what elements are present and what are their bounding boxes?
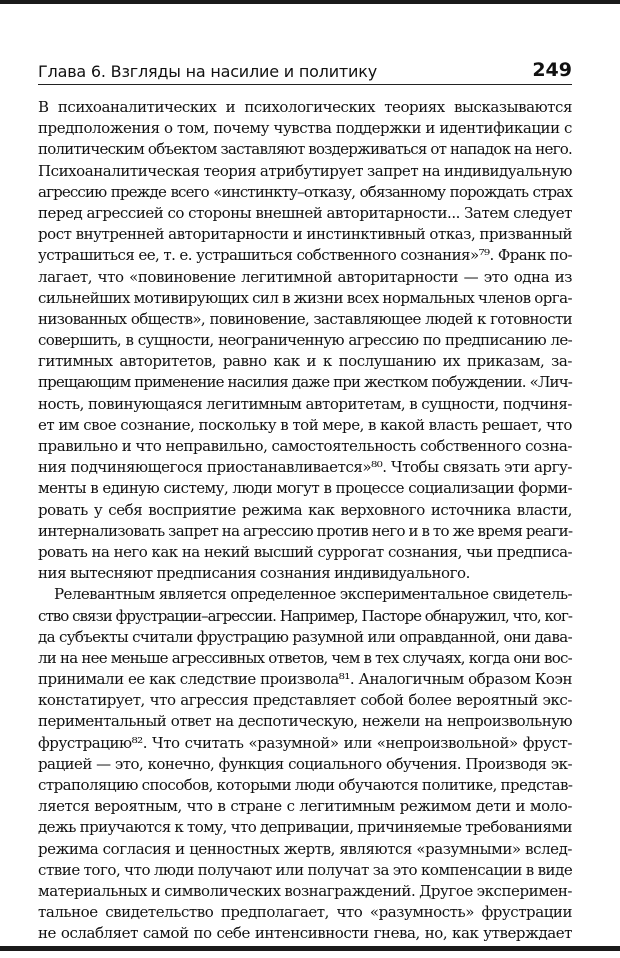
text-line: интернализовать запрет на агрессию против него и в то же время реаги- [38, 521, 573, 540]
text-line: ность, повинующаяся легитимным авторитетам, в сущности, подчиня- [38, 394, 572, 413]
top-rule [0, 0, 620, 4]
chapter-title: Глава 6. Взгляды на насилие и политику [38, 62, 377, 81]
body-text [38, 97, 572, 945]
text-line: рост внутренней авторитарности и инстинктивный отказ, призванный [38, 225, 572, 244]
page-number: 249 [532, 59, 572, 81]
text-line: В психоаналитических и психологических теориях высказываются [38, 98, 572, 116]
text-line: сильнейших мотивирующих сил в жизни всех нормальных членов орга- [38, 288, 572, 307]
text-line: агрессию прежде всего «инстинкту–отказу, обязанному порождать страх [38, 182, 572, 201]
text-line: ли на нее меньше агрессивных ответов, чем в тех случаях, когда они вос- [38, 648, 572, 667]
text-line: прещающим применение насилия даже при жестком побуждении. «Лич- [38, 373, 572, 392]
text-line: Психоаналитическая теория атрибутирует запрет на индивидуальную [38, 161, 572, 180]
text-line: ляется вероятным, что в стране с легитимным режимом дети и моло- [38, 797, 572, 816]
text-line: не ослабляет самой по себе интенсивности гнева, но, как утверждает [38, 924, 572, 943]
text-line: правильно и что неправильно, самостоятельность собственного созна- [38, 437, 572, 455]
text-line: режима согласия и ценностных жертв, являются «разумными» вслед- [38, 839, 572, 858]
text-line: ствие того, что люди получают или получат за это компенсации в виде [38, 860, 573, 879]
text-line: гитимных авторитетов, равно как и к послушанию их приказам, за- [38, 352, 572, 371]
text-line: низованных обществ», повиновение, заставляющее людей к готовности [38, 309, 572, 328]
text-line: совершить, в сущности, неограниченную агрессию по предписанию ле- [38, 331, 572, 350]
text-line: материальных и символических вознаграждений. Другое эксперимен- [38, 881, 572, 900]
text-line: дежь приучаются к тому, что депривации, причиняемые требованиями [38, 818, 572, 837]
text-line: устрашиться ее, т. е. устрашиться собственного сознания»⁷⁹. Франк по- [38, 246, 572, 265]
text-line: принимали ее как следствие произвола⁸¹. Аналогичным образом Коэн [38, 670, 572, 689]
text-line: фрустрацию⁸². Что считать «разумной» или «непроизвольной» фруст- [38, 733, 572, 752]
text-line: политическим объектом заставляют воздерживаться от нападок на него. [38, 140, 572, 159]
bottom-rule [0, 946, 620, 951]
text-line: ет им свое сознание, поскольку в той мере, в какой власть решает, что [38, 415, 572, 434]
text-line: ровать у себя восприятие режима как верховного источника власти, [38, 500, 572, 519]
text-line: лагает, что «повиновение легитимной авторитарности — это одна из [38, 267, 572, 286]
text-line: страполяцию способов, которыми люди обучаются политике, представ- [38, 776, 573, 794]
text-line: тальное свидетельство предполагает, что «разумность» фрустрации [38, 903, 572, 922]
text-line: периментальный ответ на деспотическую, нежели на непроизвольную [38, 712, 572, 731]
text-line: да субъекты считали фрустрацию разумной или оправданной, они дава- [38, 627, 572, 646]
running-head [38, 58, 572, 85]
text-line: ство связи фрустрации–агрессии. Например, Пасторе обнаружил, что, ког- [38, 606, 572, 625]
text-line: констатирует, что агрессия представляет собой более вероятный экс- [38, 691, 572, 710]
text-line: менты в единую систему, люди могут в процессе социализации форми- [38, 479, 572, 498]
text-line: рацией — это, конечно, функция социального обучения. Производя эк- [38, 754, 572, 773]
text-line: Релевантным является определенное экспериментальное свидетель- [54, 585, 572, 604]
text-line: ровать на него как на некий высший суррогат сознания, чьи предписа- [38, 542, 572, 561]
text-line: предположения о том, почему чувства поддержки и идентификации с [38, 119, 572, 138]
text-line: перед агрессией со стороны внешней авторитарности... Затем следует [38, 203, 572, 222]
text-line: ния подчиняющегося приостанавливается»⁸⁰. Чтобы связать эти аргу- [38, 458, 572, 477]
text-line: ния вытесняют предписания сознания индивидуального. [38, 564, 470, 583]
